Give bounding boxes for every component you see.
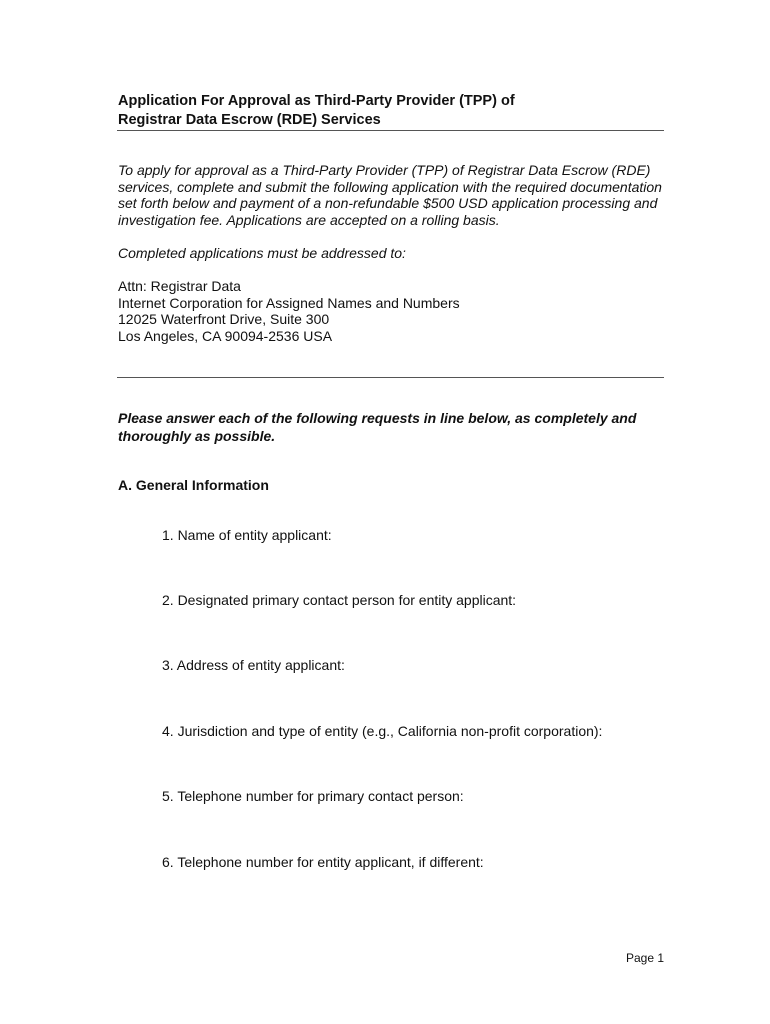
address-line: Internet Corporation for Assigned Names and Numbers	[118, 294, 460, 311]
question-entity-telephone: 6. Telephone number for entity applicant, if different:	[162, 854, 484, 870]
intro-line: investigation fee. Applications are accepted on a rolling basis.	[118, 211, 500, 228]
answer-field-entity-name[interactable]	[162, 548, 662, 578]
question-primary-contact: 2. Designated primary contact person for entity applicant:	[162, 592, 517, 608]
section-heading-general-information: A. General Information	[118, 477, 269, 493]
answer-field-entity-address[interactable]	[162, 678, 662, 708]
question-entity-name: 1. Name of entity applicant:	[162, 527, 332, 543]
question-entity-address: 3. Address of entity applicant:	[162, 657, 345, 673]
address-line: 12025 Waterfront Drive, Suite 300	[118, 311, 330, 327]
instruction-text	[118, 410, 666, 445]
section-divider	[117, 377, 664, 378]
answer-field-contact-telephone[interactable]	[162, 809, 662, 839]
document-title	[118, 92, 663, 130]
instruction-line: Please answer each of the following requests in line below, as completely and	[118, 410, 637, 426]
title-line-1: Application For Approval as Third-Party Provider (TPP) of	[118, 93, 515, 109]
question-contact-telephone: 5. Telephone number for primary contact person:	[162, 788, 464, 804]
address-line: Attn: Registrar Data	[118, 278, 241, 294]
intro-line: set forth below and payment of a non-refundable $500 USD application processing and	[118, 195, 658, 211]
intro-paragraph	[118, 162, 666, 228]
answer-field-entity-telephone[interactable]	[162, 875, 662, 905]
answer-field-jurisdiction[interactable]	[162, 744, 662, 774]
addressed-to-text: Completed applications must be addressed to:	[118, 245, 406, 261]
intro-line: services, complete and submit the following application with the required documentation	[118, 178, 662, 195]
page-number: Page 1	[626, 951, 665, 965]
title-divider	[117, 130, 664, 131]
answer-field-primary-contact[interactable]	[162, 613, 662, 643]
title-line-2: Registrar Data Escrow (RDE) Services	[118, 112, 381, 128]
mailing-address	[118, 278, 460, 344]
address-line: Los Angeles, CA 90094-2536 USA	[118, 327, 333, 344]
question-jurisdiction: 4. Jurisdiction and type of entity (e.g., California non-profit corporation):	[162, 723, 603, 739]
intro-line: To apply for approval as a Third-Party Provider (TPP) of Registrar Data Escrow (RDE)	[118, 162, 651, 178]
instruction-line: thoroughly as possible.	[118, 427, 276, 444]
